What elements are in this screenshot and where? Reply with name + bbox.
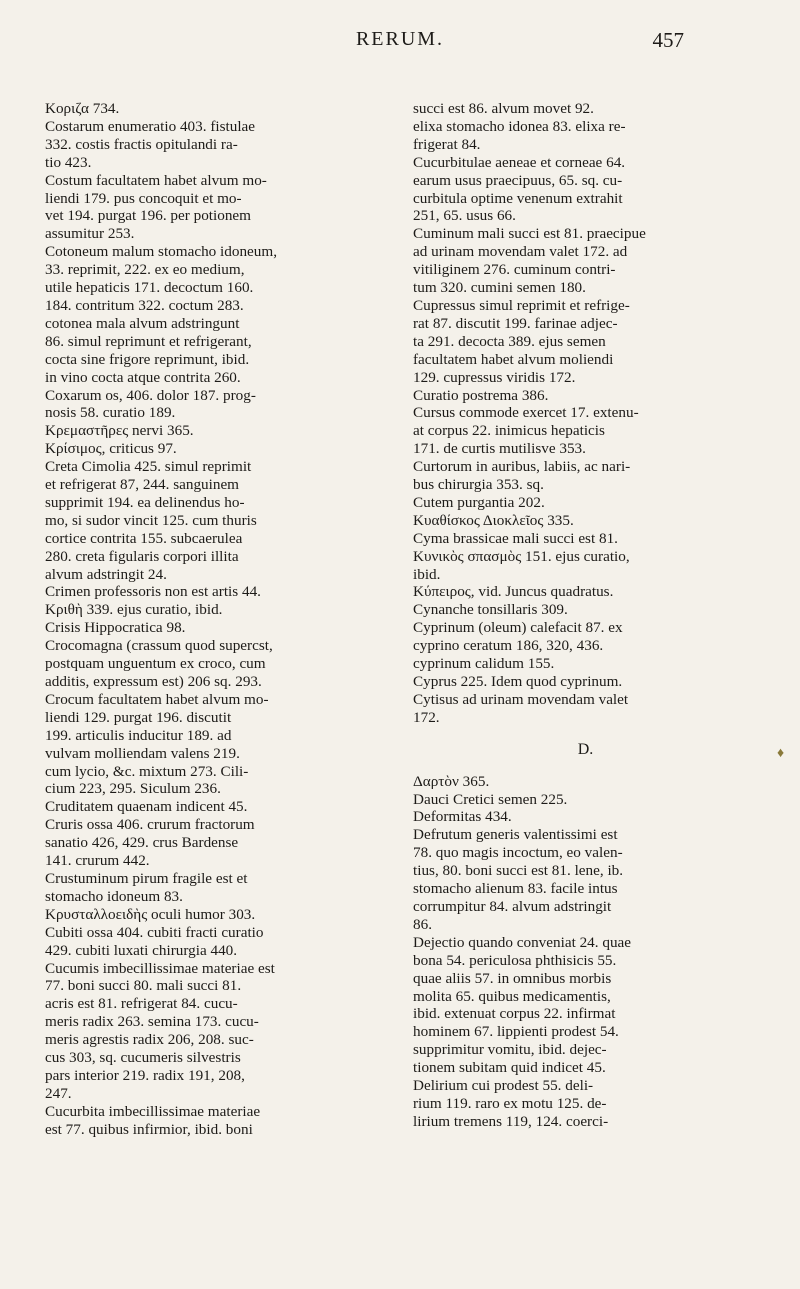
index-line: mo, si sudor vincit 125. cum thuris (45, 511, 257, 529)
index-line: 86. (413, 915, 432, 933)
index-line: pars interior 219. radix 191, 208, (45, 1066, 245, 1084)
index-line: Cynanche tonsillaris 309. (413, 601, 568, 619)
index-line: Crocum facultatem habet alvum mo- (45, 690, 269, 708)
index-line: cyprinum calidum 155. (413, 655, 555, 673)
index-line: Cytisus ad urinam movendam valet (413, 690, 629, 708)
index-line: Cyprinum (oleum) calefacit 87. ex (413, 619, 623, 637)
index-line: Cyma brassicae mali succi est 81. (413, 529, 618, 547)
index-line: Κυνικὸς σπασμὸς 151. ejus curatio, (413, 547, 630, 565)
index-line: Costarum enumeratio 403. fistulae (45, 117, 256, 135)
index-line: Dejectio quando conveniat 24. quae (413, 933, 632, 951)
index-line: ibid. extenuat corpus 22. infirmat (413, 1005, 616, 1023)
index-line: 141. crurum 442. (45, 852, 150, 870)
index-line: cotonea mala alvum adstringunt (45, 314, 240, 332)
index-line: ibid. (413, 565, 441, 583)
index-line: 429. cubiti luxati chirurgia 440. (45, 941, 238, 959)
index-line: Κριθὴ 339. ejus curatio, ibid. (45, 601, 223, 619)
index-line: sanatio 426, 429. crus Bardense (45, 834, 239, 852)
index-line: Coxarum os, 406. dolor 187. prog- (45, 386, 256, 404)
right-column-entries-d (413, 773, 758, 1131)
index-line: Cupressus simul reprimit et refrige- (413, 296, 630, 314)
index-line: 199. articulis inducitur 189. ad (45, 726, 232, 744)
index-line: tio 423. (45, 153, 92, 171)
index-line: liendi 129. purgat 196. discutit (45, 708, 232, 726)
index-line: Cutem purgantia 202. (413, 493, 545, 511)
index-line: Cruris ossa 406. crurum fractorum (45, 816, 255, 834)
index-line: rium 119. raro ex motu 125. de- (413, 1094, 607, 1112)
index-line: curbitula optime venenum extrahit (413, 189, 623, 207)
index-line: 33. reprimit, 222. ex eo medium, (45, 261, 245, 279)
index-line: Crustuminum pirum fragile est et (45, 869, 248, 887)
index-line: ta 291. decocta 389. ejus semen (413, 332, 606, 350)
index-line: utile hepaticis 171. decoctum 160. (45, 279, 254, 297)
index-line: cum lycio, &c. mixtum 273. Cili- (45, 762, 249, 780)
index-line: Κύπειρος, vid. Juncus quadratus. (413, 583, 614, 601)
index-line: cium 223, 295. Siculum 236. (45, 780, 221, 798)
index-line: bona 54. periculosa phthisicis 55. (413, 951, 617, 969)
index-line: Crisis Hippocratica 98. (45, 619, 186, 637)
index-line: Cucurbitulae aeneae et corneae 64. (413, 153, 626, 171)
index-line: Crimen professoris non est artis 44. (45, 583, 261, 601)
index-line: at corpus 22. inimicus hepaticis (413, 422, 605, 440)
index-line: frigerat 84. (413, 135, 481, 153)
index-line: Cruditatem quaenam indicent 45. (45, 798, 248, 816)
index-line: ad urinam movendam valet 172. ad (413, 243, 628, 261)
index-line: earum usus praecipuus, 65. sq. cu- (413, 171, 623, 189)
index-line: liendi 179. pus concoquit et mo- (45, 189, 242, 207)
index-line: lirium tremens 119, 124. coerci- (413, 1112, 609, 1130)
index-line: acris est 81. refrigerat 84. cucu- (45, 995, 238, 1013)
running-title: RERUM. (355, 28, 445, 50)
index-line: Curtorum in auribus, labiis, ac nari- (413, 458, 631, 476)
index-line: Κρυσταλλοειδὴς oculi humor 303. (45, 905, 256, 923)
index-line: Cyprus 225. Idem quod cyprinum. (413, 673, 623, 690)
index-line: postquam unguentum ex croco, cum (45, 655, 266, 673)
index-line: 332. costis fractis opitulandi ra- (45, 135, 238, 153)
index-line: Cotoneum malum stomacho idoneum, (45, 243, 278, 261)
index-line: Defrutum generis valentissimi est (413, 826, 618, 844)
index-line: rat 87. discutit 199. farinae adjec- (413, 314, 618, 332)
index-line: elixa stomacho idonea 83. elixa re- (413, 117, 626, 135)
index-line: hominem 67. lippienti prodest 54. (413, 1023, 619, 1041)
index-line: in vino cocta atque contrita 260. (45, 368, 241, 386)
index-line: Cubiti ossa 404. cubiti fracti curatio (45, 923, 264, 941)
index-line: vulvam molliendam valens 219. (45, 744, 240, 762)
index-line: 172. (413, 708, 440, 726)
index-line: quae aliis 57. in omnibus morbis (413, 969, 612, 987)
index-line: tum 320. cumini semen 180. (413, 279, 586, 297)
index-line: et refrigerat 87, 244. sanguinem (45, 476, 239, 494)
index-line: Cucumis imbecillissimae materiae est (45, 959, 275, 977)
index-line: cyprino ceratum 186, 320, 436. (413, 637, 604, 655)
index-line: Costum facultatem habet alvum mo- (45, 171, 267, 189)
index-line: 247. (45, 1084, 72, 1102)
index-line: Delirium cui prodest 55. deli- (413, 1077, 594, 1095)
index-line: 86. simul reprimunt et refrigerant, (45, 332, 252, 350)
index-line: 184. contritum 322. coctum 283. (45, 296, 244, 314)
index-line: supprimit 194. ea delinendus ho- (45, 493, 245, 511)
index-line: molita 65. quibus medicamentis, (413, 987, 611, 1005)
index-line: 251, 65. usus 66. (413, 207, 516, 225)
index-line: Deformitas 434. (413, 808, 512, 826)
index-line: Creta Cimolia 425. simul reprimit (45, 458, 252, 476)
index-line: meris agrestis radix 206, 208. suc- (45, 1031, 254, 1049)
index-line: Dauci Cretici semen 225. (413, 790, 568, 808)
index-line: tionem subitam quid indicet 45. (413, 1059, 606, 1077)
index-line: supprimitur vomitu, ibid. dejec- (413, 1041, 607, 1059)
index-line: Cuminum mali succi est 81. praecipue (413, 225, 646, 243)
index-line: cus 303, sq. cucumeris silvestris (45, 1049, 241, 1067)
index-line: Δαρτὸν 365. (413, 772, 490, 790)
index-line: Cucurbita imbecillissimae materiae (45, 1102, 261, 1120)
index-line: vet 194. purgat 196. per potionem (45, 207, 251, 225)
index-line: meris radix 263. semina 173. cucu- (45, 1013, 259, 1031)
right-column (413, 100, 758, 1131)
index-line: Κρίσιμος, criticus 97. (45, 440, 177, 458)
index-line: bus chirurgia 353. sq. (413, 476, 544, 494)
index-line: 129. cupressus viridis 172. (413, 368, 576, 386)
section-letter: D. (577, 740, 594, 758)
index-line: assumitur 253. (45, 225, 135, 243)
index-line: Crocomagna (crassum quod supercst, (45, 637, 273, 655)
index-line: stomacho idoneum 83. (45, 887, 183, 905)
right-column-entries-c (413, 100, 758, 727)
index-line: Κρεμαστῆρες nervi 365. (45, 422, 194, 440)
index-line: Curatio postrema 386. (413, 386, 549, 404)
index-line: stomacho alienum 83. facile intus (413, 880, 618, 898)
index-line: 77. boni succi 80. mali succi 81. (45, 977, 242, 995)
index-line: Κοριζα 734. (45, 100, 120, 117)
index-line: 280. creta figularis corpori illita (45, 547, 239, 565)
page-number: 457 (652, 28, 684, 52)
index-line: facultatem habet alvum moliendi (413, 350, 614, 368)
index-line: corrumpitur 84. alvum adstringit (413, 897, 612, 915)
index-line: tius, 80. boni succi est 81. lene, ib. (413, 862, 624, 880)
index-line: alvum adstringit 24. (45, 565, 167, 583)
index-line: nosis 58. curatio 189. (45, 404, 176, 422)
margin-mark: ♦ (777, 746, 785, 761)
index-line: 171. de curtis mutilisve 353. (413, 440, 586, 458)
index-line: Κυαθίσκος Διοκλεῖος 335. (413, 511, 574, 529)
index-line: Cursus commode exercet 17. extenu- (413, 404, 639, 422)
index-line: cortice contrita 155. subcaerulea (45, 529, 243, 547)
index-line: est 77. quibus infirmior, ibid. boni (45, 1120, 253, 1138)
running-head (0, 28, 800, 62)
left-column (45, 100, 390, 1139)
index-line: succi est 86. alvum movet 92. (413, 100, 594, 117)
index-line: vitiliginem 276. cuminum contri- (413, 261, 616, 279)
index-line: additis, expressum est) 206 sq. 293. (45, 673, 262, 690)
index-line: 78. quo magis incoctum, eo valen- (413, 844, 623, 862)
index-line: cocta sine frigore reprimunt, ibid. (45, 350, 250, 368)
